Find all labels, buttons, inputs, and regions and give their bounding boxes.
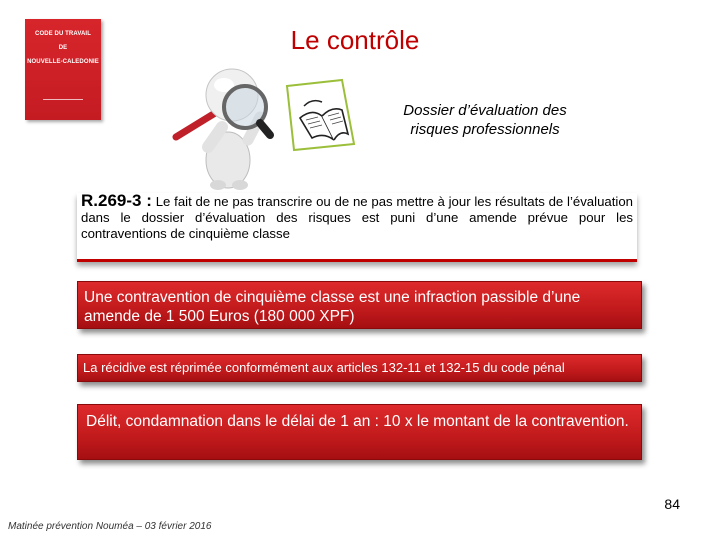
- dossier-caption-line-1: Dossier d’évaluation des: [403, 102, 567, 119]
- contravention-info-box: [77, 281, 642, 329]
- rule-paragraph: [81, 193, 633, 242]
- book-title-line-3: NOUVELLE-CALEDONIE: [27, 59, 99, 65]
- page-title: Le contrôle: [290, 25, 420, 55]
- dossier-caption-line-2: risques professionnels: [410, 121, 560, 138]
- page-number: 84: [664, 496, 680, 512]
- footer-text: Matinée prévention Nouméa – 03 février 2016: [8, 521, 212, 532]
- delit-text: Délit, condamnation dans le délai de 1 an : 10 x le montant de la contravention.: [86, 413, 629, 430]
- rule-code: R.269-3 :: [81, 191, 152, 210]
- contravention-text: Une contravention de cinquième classe est une infraction passible d’une amende de 1 500 Euros (180 000 XPF): [84, 289, 581, 325]
- book-title-line-1: CODE DU TRAVAIL: [35, 31, 91, 37]
- rule-text-block: [77, 193, 637, 262]
- recidive-info-box: [77, 354, 642, 382]
- recidive-text: La récidive est réprimée conformément aux articles 132-11 et 132-15 du code pénal: [83, 360, 565, 375]
- code-du-travail-book-cover: [25, 19, 101, 120]
- book-decor-line: [43, 99, 83, 100]
- magnifying-glass-icon: [224, 86, 270, 135]
- open-book-illustration: [282, 76, 360, 156]
- rule-description: Le fait de ne pas transcrire ou de ne pas mettre à jour les résultats de l’évaluation dans le dossier d’évaluation des risques est puni d’une amende prévue pour les contraventions de cinquième classe: [81, 194, 633, 241]
- delit-info-box: [77, 404, 642, 460]
- book-title-line-2: DE: [58, 45, 68, 51]
- dossier-caption: [370, 101, 600, 139]
- magnifier-figure-illustration: [160, 55, 300, 190]
